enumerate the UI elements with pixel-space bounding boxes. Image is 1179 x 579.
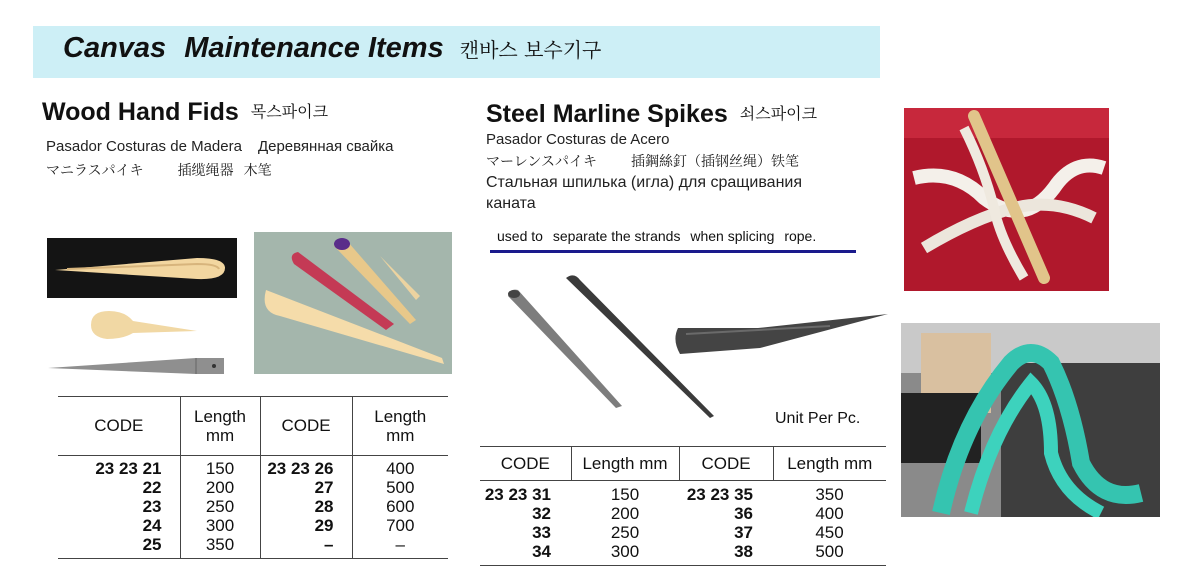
wood-fids-ja: マニラスパイキ (46, 163, 144, 179)
accent-rule (490, 250, 856, 253)
steel-spikes-zh: 插鋼絲釘（插钢丝绳）铁笔 (630, 154, 799, 170)
table-cell: 23 23 26 (260, 456, 352, 479)
table-header-cell: Length mm (352, 397, 448, 456)
caption-word: used to (497, 228, 543, 244)
table-cell: 36 (734, 504, 753, 523)
banner-title-b: Maintenance Items (184, 32, 444, 64)
steel-spikes-title-ko: 쇠스파이크 (739, 104, 818, 123)
table-cell: 33 (532, 523, 551, 542)
table-cell: – (260, 535, 352, 559)
table-cell: 450 (815, 523, 844, 542)
wooden-fid-photo (47, 238, 237, 298)
steel-spikes-table (480, 446, 886, 566)
caption-word: separate the strands (552, 228, 681, 244)
table-row (480, 504, 886, 523)
steel-spikes-title: Steel Marline Spikes (486, 100, 728, 128)
steel-spikes-ja: マーレンスパイキ (486, 154, 597, 170)
table-row (58, 456, 448, 479)
wood-fids-zh2: 木笔 (243, 163, 272, 179)
wooden-fid-small-photo (85, 305, 200, 343)
wood-fids-es: Pasador Costuras de Madera (46, 138, 242, 155)
unit-label: Unit Per Pc. (775, 410, 861, 427)
table-header-cell: Length mm (571, 447, 679, 481)
wood-fids-line1 (46, 138, 394, 155)
wooden-fid-metal-photo (46, 352, 228, 378)
table-cell: 600 (352, 497, 448, 516)
banner-title-ko: 캔바스 보수기구 (459, 38, 602, 62)
table-cell: 400 (352, 456, 448, 479)
table-row (58, 497, 448, 516)
table-cell: 23 23 31 (484, 485, 551, 504)
wood-fids-title-ko: 목스파이크 (250, 102, 329, 121)
table-cell: 500 (815, 542, 844, 561)
wooden-fids-set-photo (254, 232, 452, 374)
rope-splicing-worker-photo (901, 323, 1160, 517)
table-row (480, 481, 886, 505)
table-header-cell: CODE (260, 397, 352, 456)
table-cell: 29 (260, 516, 352, 535)
wood-fids-line2 (46, 160, 272, 180)
rope-splicing-fid-photo (904, 108, 1109, 291)
steel-spikes-line2 (486, 151, 799, 171)
steel-spikes-ru1: Стальная шпилька (игла) для сращивания (486, 174, 803, 191)
table-cell: 150 (610, 485, 640, 504)
section-banner (33, 26, 880, 78)
wood-fids-title: Wood Hand Fids (42, 98, 239, 126)
table-cell: – (352, 535, 448, 559)
table-cell: 23 23 21 (95, 459, 162, 478)
table-cell: 300 (180, 516, 260, 535)
table-cell: 23 (142, 497, 162, 516)
table-cell: 150 (180, 456, 260, 479)
table-cell: 200 (180, 478, 260, 497)
table-row (58, 478, 448, 497)
table-header-row (58, 397, 448, 456)
table-row (480, 542, 886, 566)
table-cell: 350 (815, 485, 844, 504)
table-header-cell: CODE (679, 447, 773, 481)
table-cell: 34 (532, 542, 551, 561)
table-cell: 250 (180, 497, 260, 516)
table-cell: 37 (734, 523, 753, 542)
table-cell: 300 (610, 542, 640, 561)
table-cell: 23 23 35 (686, 485, 753, 504)
table-cell: 38 (734, 542, 753, 561)
used-to-caption (497, 228, 822, 244)
caption-word: rope. (784, 228, 817, 244)
table-header-cell: CODE (500, 453, 550, 473)
table-cell: 24 (142, 516, 162, 535)
wood-fids-heading (42, 98, 328, 127)
steel-spikes-photo (500, 270, 890, 420)
caption-word: when splicing (690, 228, 775, 244)
banner-title (63, 32, 601, 65)
table-cell: 250 (610, 523, 640, 542)
table-cell: 200 (610, 504, 640, 523)
table-cell: 32 (532, 504, 551, 523)
steel-spikes-ru2: каната (486, 195, 536, 212)
banner-title-a: Canvas (63, 32, 167, 64)
table-row (480, 523, 886, 542)
table-cell: 500 (352, 478, 448, 497)
table-cell: 25 (142, 535, 162, 554)
table-cell: 400 (815, 504, 844, 523)
table-cell: 700 (352, 516, 448, 535)
table-header-row (480, 447, 886, 481)
steel-spikes-heading (486, 100, 817, 129)
table-row (58, 535, 448, 559)
table-cell: 22 (142, 478, 162, 497)
table-cell: 28 (260, 497, 352, 516)
table-cell: 350 (180, 535, 260, 559)
table-header-cell: Length mm (773, 447, 886, 481)
table-header-cell: Length mm (180, 397, 260, 456)
table-header-cell: CODE (94, 416, 144, 435)
steel-spikes-es: Pasador Costuras de Acero (486, 131, 670, 148)
table-cell: 27 (260, 478, 352, 497)
wood-fids-ru: Деревянная свайка (257, 138, 394, 155)
table-row (58, 516, 448, 535)
wood-fids-zh: 插缆绳器 (177, 163, 234, 179)
wood-fids-table (58, 396, 448, 559)
